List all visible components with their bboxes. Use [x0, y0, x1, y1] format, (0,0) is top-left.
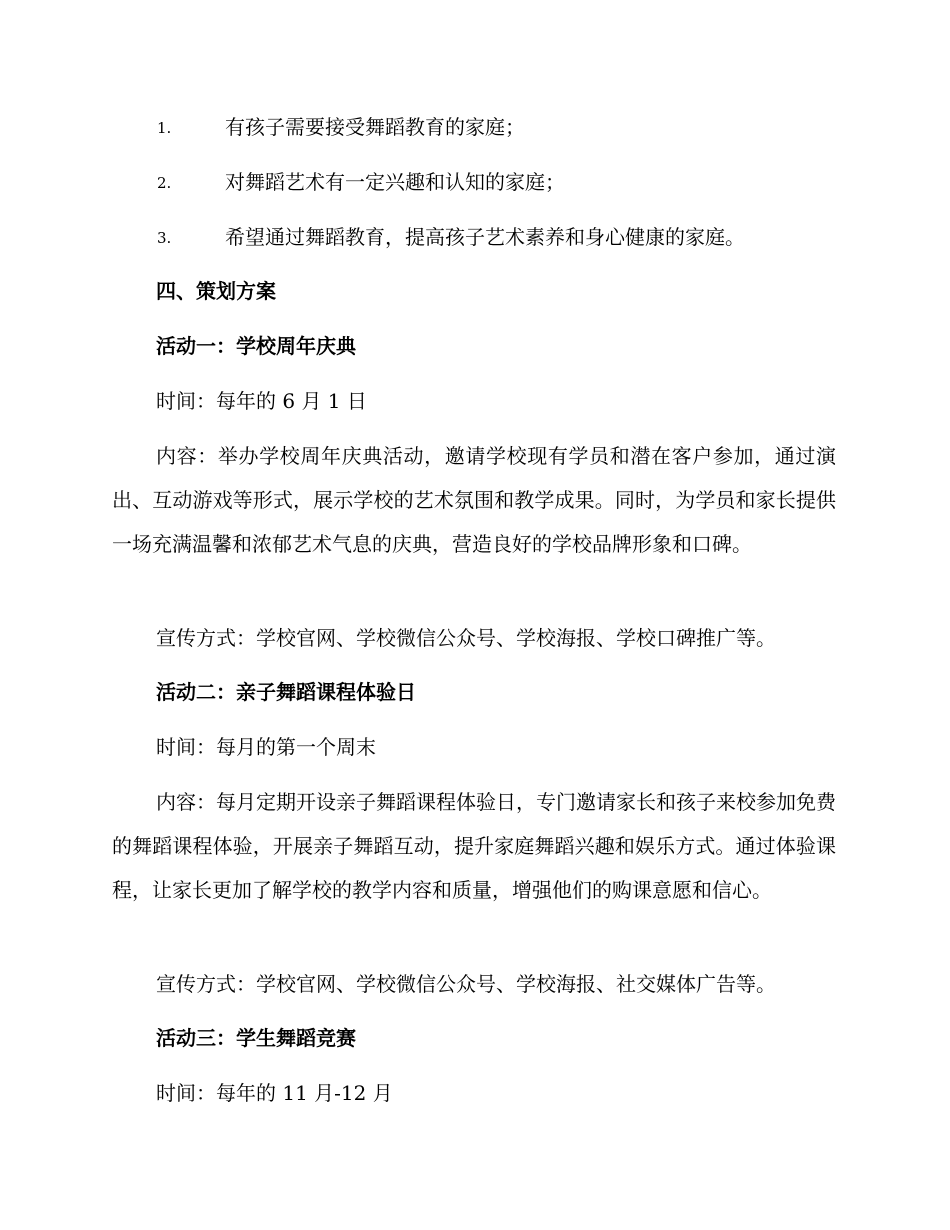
activity-time: 时间：每年的 6 月 1 日 [156, 389, 367, 413]
activity-time: 时间：每月的第一个周末 [156, 735, 376, 759]
list-text: 希望通过舞蹈教育，提高孩子艺术素养和身心健康的家庭。 [225, 225, 745, 249]
activity-promo: 宣传方式：学校官网、学校微信公众号、学校海报、学校口碑推广等。 [156, 626, 776, 650]
list-text: 有孩子需要接受舞蹈教育的家庭； [225, 115, 525, 139]
list-number: 2. [157, 174, 172, 192]
activity-promo: 宣传方式：学校官网、学校微信公众号、学校海报、社交媒体广告等。 [156, 972, 776, 996]
activity-content: 内容：每月定期开设亲子舞蹈课程体验日，专门邀请家长和孩子来校参加免费的舞蹈课程体验，开展亲子舞蹈互动，提升家庭舞蹈兴趣和娱乐方式。通过体验课程，让家长更加了解学校的教学内容和质量，增强他们的购课意愿和信心。 [112, 790, 836, 902]
activity-title: 活动二：亲子舞蹈课程体验日 [156, 680, 416, 704]
activity-title: 活动三：学生舞蹈竞赛 [156, 1026, 356, 1050]
section-heading: 四、策划方案 [156, 279, 276, 303]
activity-content: 内容：举办学校周年庆典活动，邀请学校现有学员和潜在客户参加，通过演出、互动游戏等形式，展示学校的艺术氛围和教学成果。同时，为学员和家长提供一场充满温馨和浓郁艺术气息的庆典，营造良好的学校品牌形象和口碑。 [112, 444, 836, 556]
list-number: 3. [157, 229, 172, 247]
activity-time: 时间：每年的 11 月-12 月 [156, 1081, 393, 1105]
list-text: 对舞蹈艺术有一定兴趣和认知的家庭； [225, 170, 565, 194]
list-item [157, 113, 857, 142]
list-number: 1. [157, 119, 172, 137]
activity-title: 活动一：学校周年庆典 [156, 334, 356, 358]
list-item [157, 168, 857, 197]
list-item [157, 223, 857, 252]
